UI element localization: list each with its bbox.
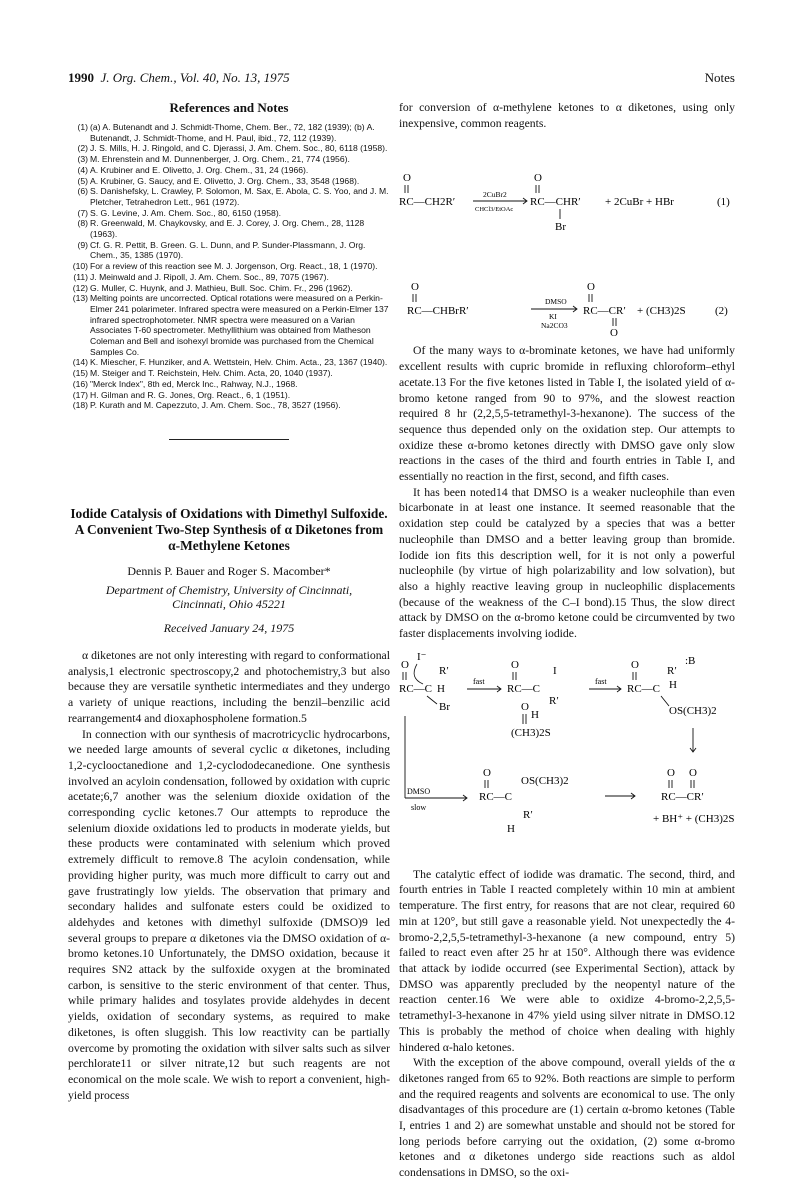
reference-number: (7) <box>77 207 88 218</box>
reference-item <box>68 390 390 401</box>
mech-os-4: OS(CH3)2 <box>521 774 569 787</box>
yields-paragraph: With the exception of the above compound, overall yields of the α diketones ranged from 65 to 92%. Both reactions are simple to perform and the required reagents and solvents are economical to use. The only disadvantages of this procedure are (1) certain α-bromo ketones (Table I, entries 1 and 2) are somewhat unstable and should not be stored for long periods before carrying out the oxidation, (2) some α-bromo ketones and α diketones undergo side reactions such as aldol condensations in DMSO, so the oxi- <box>399 1056 735 1180</box>
mech-rc-c-2: RC—C <box>507 682 541 695</box>
reference-text: S. G. Levine, J. Am. Chem. Soc., 80, 6150 (1958). <box>90 207 282 218</box>
scheme2-byproducts: + (CH3)2S <box>637 305 686 318</box>
reference-text: G. Muller, C. Huynk, and J. Mathieu, Bull. Soc. Chim. Fr., 296 (1962). <box>90 282 353 293</box>
mech-h-2: H <box>531 708 539 721</box>
reference-item <box>68 122 390 143</box>
reference-item <box>68 154 390 165</box>
mech-rprime-1: R′ <box>439 664 449 677</box>
mech-os-plus: OS(CH3)2 <box>669 704 717 717</box>
reference-text: (a) A. Butenandt and J. Schmidt-Thome, Chem. Ber., 72, 182 (1939); (b) A. Butenandt, J. Schmidt-Thome, and H. Paul, ibid., 72, 112 (1939). <box>90 122 375 143</box>
continued-paragraph: for conversion of α-methylene ketones to α diketones, using only inexpensive, common reagents. <box>399 101 735 130</box>
mech-h-1: H <box>437 682 445 695</box>
reaction-scheme-2 <box>399 274 735 338</box>
reference-text: A. Krubiner and E. Olivetto, J. Org. Chem., 31, 24 (1966). <box>90 164 309 175</box>
reference-number: (13) <box>72 293 88 304</box>
scheme1-byproducts: + 2CuBr + HBr <box>605 196 674 209</box>
reference-text: Cf. G. R. Pettit, B. Green. G. L. Dunn, and P. Sunder-Plassmann, J. Org. Chem., 35, 1385 (1970). <box>90 239 366 261</box>
article-title: Iodide Catalysis of Oxidations with Dimethyl Sulfoxide. A Convenient Two-Step Synthesis of α Diketones from α-Methylene Ketones <box>70 505 388 553</box>
reference-item <box>68 186 390 207</box>
reference-item <box>68 379 390 390</box>
scheme2-reagent-kI: KI <box>549 312 557 322</box>
scheme1-reactant: RC—CH2R′ <box>399 196 456 209</box>
body-paragraph: In connection with our synthesis of macrotricyclic hydrocarbons, we needed large amounts of several cyclic α diketones, including 1,2-cyclooctanedione and 1,2-cyclododecanedione. One synthesis involved an acyloin condensation, followed by oxidation with cupric acetate;6,7 another was the selenium dioxide oxidation of the corresponding cyclic ketones.7 Our attempts to reproduce the selenium dioxide oxidations led to products in moderate yields, but these products were contaminated with selenium which proved extremely difficult to remove.8 The acyloin condensation, while providing higher purity, was much more difficult to carry out and gave frustratingly low yields. The observation that primary and secondary halides and sulfonate esters could be oxidized to aldehydes and ketones with dimethyl sulfoxide (DMSO)9 led several groups to prepare α diketones via the DMSO oxidation of α-bromo ketones.10 Unfortunately, the DMSO oxidation, because it requires SN2 attack by the sulfoxide oxygen at the brominated carbon, is sensitive to the steric environment of that center. Thus, while primary halides and tosylates provide aldehydes in decent yields, oxidation of secondary systems, as required to make diketones, is often sluggish. This low reactivity can be partially overcome by promoting the oxidation with silver salts such as silver perchlorate11 or silver nitrate,12 but such reagents are not economical on the mole scale. We wish to report a convenient, high-yield process <box>68 727 390 1102</box>
scheme1-bromine: Br <box>555 221 566 234</box>
reference-text: K. Miescher, F. Hunziker, and A. Wettstein, Helv. Chim. Acta., 23, 1367 (1940). <box>90 357 388 368</box>
reference-number: (1) <box>77 122 88 132</box>
mech-o4: O <box>483 766 491 779</box>
scheme2-reactant: RC—CHBrR′ <box>407 305 469 318</box>
mech-rprime-2: R′ <box>549 694 559 707</box>
reference-number: (10) <box>72 261 88 272</box>
intro-paragraph: α diketones are not only interesting with regard to conformational analysis,1 electronic spectroscopy,2 and photochemistry,3 but also because they are versatile synthetic intermediates and they undergo a variety of unique reactions, including the benzil–benzilic acid rearrangement4 and dioxaphospholene formation.5 <box>68 648 390 725</box>
mech-rprime-3: R′ <box>667 664 677 677</box>
mech-iodide: I⁻ <box>417 650 427 663</box>
reference-text: R. Greenwald, M. Chaykovsky, and E. J. Corey, J. Org. Chem., 28, 1128 (1963). <box>90 218 365 240</box>
reference-item <box>68 143 390 154</box>
scheme2-o-2: O <box>610 327 618 339</box>
scheme1-product-o: O <box>534 172 542 185</box>
scheme1-reagent-top: 2CuBr2 <box>483 190 507 200</box>
mech-br-1: Br <box>439 700 450 713</box>
reference-number: (5) <box>77 175 88 186</box>
reference-text: M. Steiger and T. Reichstein, Helv. Chim. Acta, 20, 1040 (1937). <box>90 368 333 379</box>
mech-dmso-s: (CH3)2S <box>511 726 551 739</box>
mech-fast-1: fast <box>473 676 485 686</box>
mech-base: :B <box>685 654 696 667</box>
reference-number: (4) <box>77 164 88 175</box>
reference-number: (3) <box>77 154 88 165</box>
reference-text: Melting points are uncorrected. Optical rotations were measured on a Perkin-Elmer 241 polarimeter. Infrared spectra were measured on a Perkin-Elmer 137 infrared spectrophotometer. NMR spectra were measured on a Varian Associates T-60 spectrometer. Methyllithium was obtained from Matheson Coleman and Bell and isohexyl bromide was purchased from the Chemical Samples Co. <box>90 293 389 357</box>
mechanism-scheme <box>399 648 735 858</box>
reference-text: A. Krubiner, G. Saucy, and E. Olivetto, J. Org. Chem., 33, 3548 (1968). <box>90 175 360 186</box>
reference-item <box>68 272 390 283</box>
catalysis-paragraph: The catalytic effect of iodide was dramatic. The second, third, and fourth entries in Table I reacted completely within 10 min at ambient temperature. The first entry, for reasons that are not clear, required 60 min at 120°, but still gave a reasonable yield. Not unexpectedly the 4-bromo-2,2,5,5-tetramethyl-3-hexanone (a new compound, entry 5) failed to react even after 25 hr at 150°. Although there was evidence that attack by iodide occurred (see Experimental Section), attack by DMSO was apparently precluded by the neopentyl nature of the reaction center.16 We were able to oxidize 4-bromo-2,2,5,5-tetramethyl-3-hexanone in 47% yield using silver nitrate in DMSO.12 This is probably the method of choice when dealing with highly hindered α-halo ketones. <box>399 867 735 1054</box>
scheme2-o-1: O <box>587 281 595 294</box>
reference-number: (18) <box>72 400 88 411</box>
mech-rprime-4: R′ <box>523 808 533 821</box>
mech-dmso-label: DMSO <box>407 786 431 796</box>
scheme2-reagent-top: DMSO <box>545 297 567 307</box>
section-label: Notes <box>704 70 735 85</box>
scheme1-reagent-bottom: CHCl3/EtOAc <box>475 206 514 214</box>
mech-final-byproducts: + BH⁺ + (CH3)2S <box>653 812 735 825</box>
scheme1-carbonyl-o: O <box>403 172 411 185</box>
reference-item <box>68 208 390 219</box>
reference-item <box>68 283 390 294</box>
reference-number: (17) <box>72 389 88 400</box>
mech-o3: O <box>631 658 639 671</box>
reference-text: For a review of this reaction see M. J. Jorgenson, Org. React., 18, 1 (1970). <box>90 261 378 272</box>
running-header <box>68 70 735 88</box>
reference-number: (2) <box>77 143 88 154</box>
iodide-rationale-paragraph: It has been noted14 that DMSO is a weaker nucleophile than even bicarbonate in at least one instance. It seemed reasonable that the oxidation step could be catalyzed by a species that was a better nucleophile than DMSO and a better leaving group than bromide. Iodide ion fits this description well, for it is not only a powerful nucleophile (by virtue of high polarizability and low solvation), but also a highly reactive leaving group in nucleophilic displacements (because of the weakness of the C–I bond).15 Thus, the slow direct attack by DMSO on the α-bromo ketone could be circumvented by two faster displacements involving iodide. <box>399 485 735 641</box>
reference-item <box>68 218 390 239</box>
reference-number: (12) <box>72 282 88 293</box>
mech-o1: O <box>401 658 409 671</box>
reference-number: (8) <box>77 218 88 229</box>
reference-item <box>68 261 390 272</box>
reference-item <box>68 176 390 187</box>
page-number: 1990 <box>68 70 94 85</box>
scheme2-carbonyl-o: O <box>411 281 419 294</box>
mech-slow: slow <box>411 802 427 812</box>
reference-text: "Merck Index", 8th ed, Merck Inc., Rahway, N.J., 1968. <box>90 378 298 389</box>
mech-o2: O <box>511 658 519 671</box>
reference-number: (11) <box>73 271 88 282</box>
mech-o-dmso: O <box>521 700 529 713</box>
mech-final-product: RC—CR′ <box>661 790 704 803</box>
reference-text: S. Danishefsky, L. Crawley, P. Solomon, M. Sax, E. Abola, C. S. Yoo, and J. M. Pletcher, Tetrahedron Lett., 961 (1972). <box>90 186 389 207</box>
mech-final-o2: O <box>689 766 697 779</box>
mech-fast-2: fast <box>595 676 607 686</box>
reference-number: (16) <box>72 378 88 389</box>
bromination-paragraph: Of the many ways to α-brominate ketones, we have had uniformly excellent results with cupric bromide in refluxing chloroform–ethyl acetate.13 For the five ketones listed in Table I, the isolated yield of α-bromo ketone ranged from 90 to 97%, and the slowest reaction required 8 hr (2,2,5,5-tetramethyl-3-hexanone). The success of the sequence thus depended only on the oxidation step. Our attempts to oxidize these α-bromo ketones directly with DMSO gave only slow reactions in the cases of the third and fourth entries in Table I, and essentially no reaction in the first, second, and fifth cases. <box>399 344 735 484</box>
reference-number: (15) <box>72 368 88 379</box>
left-column <box>68 100 390 1103</box>
reference-item <box>68 368 390 379</box>
reference-item <box>68 240 390 261</box>
scheme2-equation-number: (2) <box>715 305 728 318</box>
mech-rc-c-4: RC—C <box>479 790 513 803</box>
reference-text: J. S. Mills, H. J. Ringold, and C. Djerassi, J. Am. Chem. Soc., 80, 6118 (1958). <box>90 143 388 154</box>
reference-item <box>68 400 390 411</box>
received-date: Received January 24, 1975 <box>163 620 295 635</box>
mech-h-4: H <box>507 822 515 835</box>
reference-number: (6) <box>77 186 88 197</box>
references-list <box>68 122 390 411</box>
reference-item <box>68 357 390 368</box>
article-authors: Dennis P. Bauer and Roger S. Macomber* <box>127 563 331 578</box>
mech-i: I <box>553 664 557 677</box>
affiliation-line-2: Cincinnati, Ohio 45221 <box>172 596 286 611</box>
reaction-scheme-1 <box>399 135 735 269</box>
references-heading: References and Notes <box>169 100 289 115</box>
affiliation-line-1: Department of Chemistry, University of Cincinnati, <box>105 582 353 597</box>
reference-text: J. Meinwald and J. Ripoll, J. Am. Chem. Soc., 89, 7075 (1967). <box>90 271 329 282</box>
reference-number: (14) <box>72 357 88 368</box>
scheme1-product: RC—CHR′ <box>530 196 581 209</box>
header-left <box>68 70 290 86</box>
reference-item <box>68 165 390 176</box>
scheme2-product: RC—CR′ <box>583 305 626 318</box>
mech-final-o1: O <box>667 766 675 779</box>
mech-rc-c-1: RC—C <box>399 682 433 695</box>
reference-text: M. Ehrenstein and M. Dunnenberger, J. Org. Chem., 21, 774 (1956). <box>90 154 350 165</box>
reference-text: H. Gilman and R. G. Jones, Org. React., 6, 1 (1951). <box>90 389 291 400</box>
scheme2-reagent-carbonate: Na2CO3 <box>541 321 568 331</box>
mech-rc-c-3: RC—C <box>627 682 661 695</box>
mech-h-3: H <box>669 678 677 691</box>
journal-citation: J. Org. Chem., Vol. 40, No. 13, 1975 <box>100 70 290 85</box>
reference-item <box>68 293 390 357</box>
reference-text: P. Kurath and M. Capezzuto, J. Am. Chem. Soc., 78, 3527 (1956). <box>90 400 341 411</box>
reference-number: (9) <box>77 239 88 250</box>
scheme1-equation-number: (1) <box>717 196 730 209</box>
right-column <box>399 100 735 1181</box>
section-divider <box>169 439 289 440</box>
